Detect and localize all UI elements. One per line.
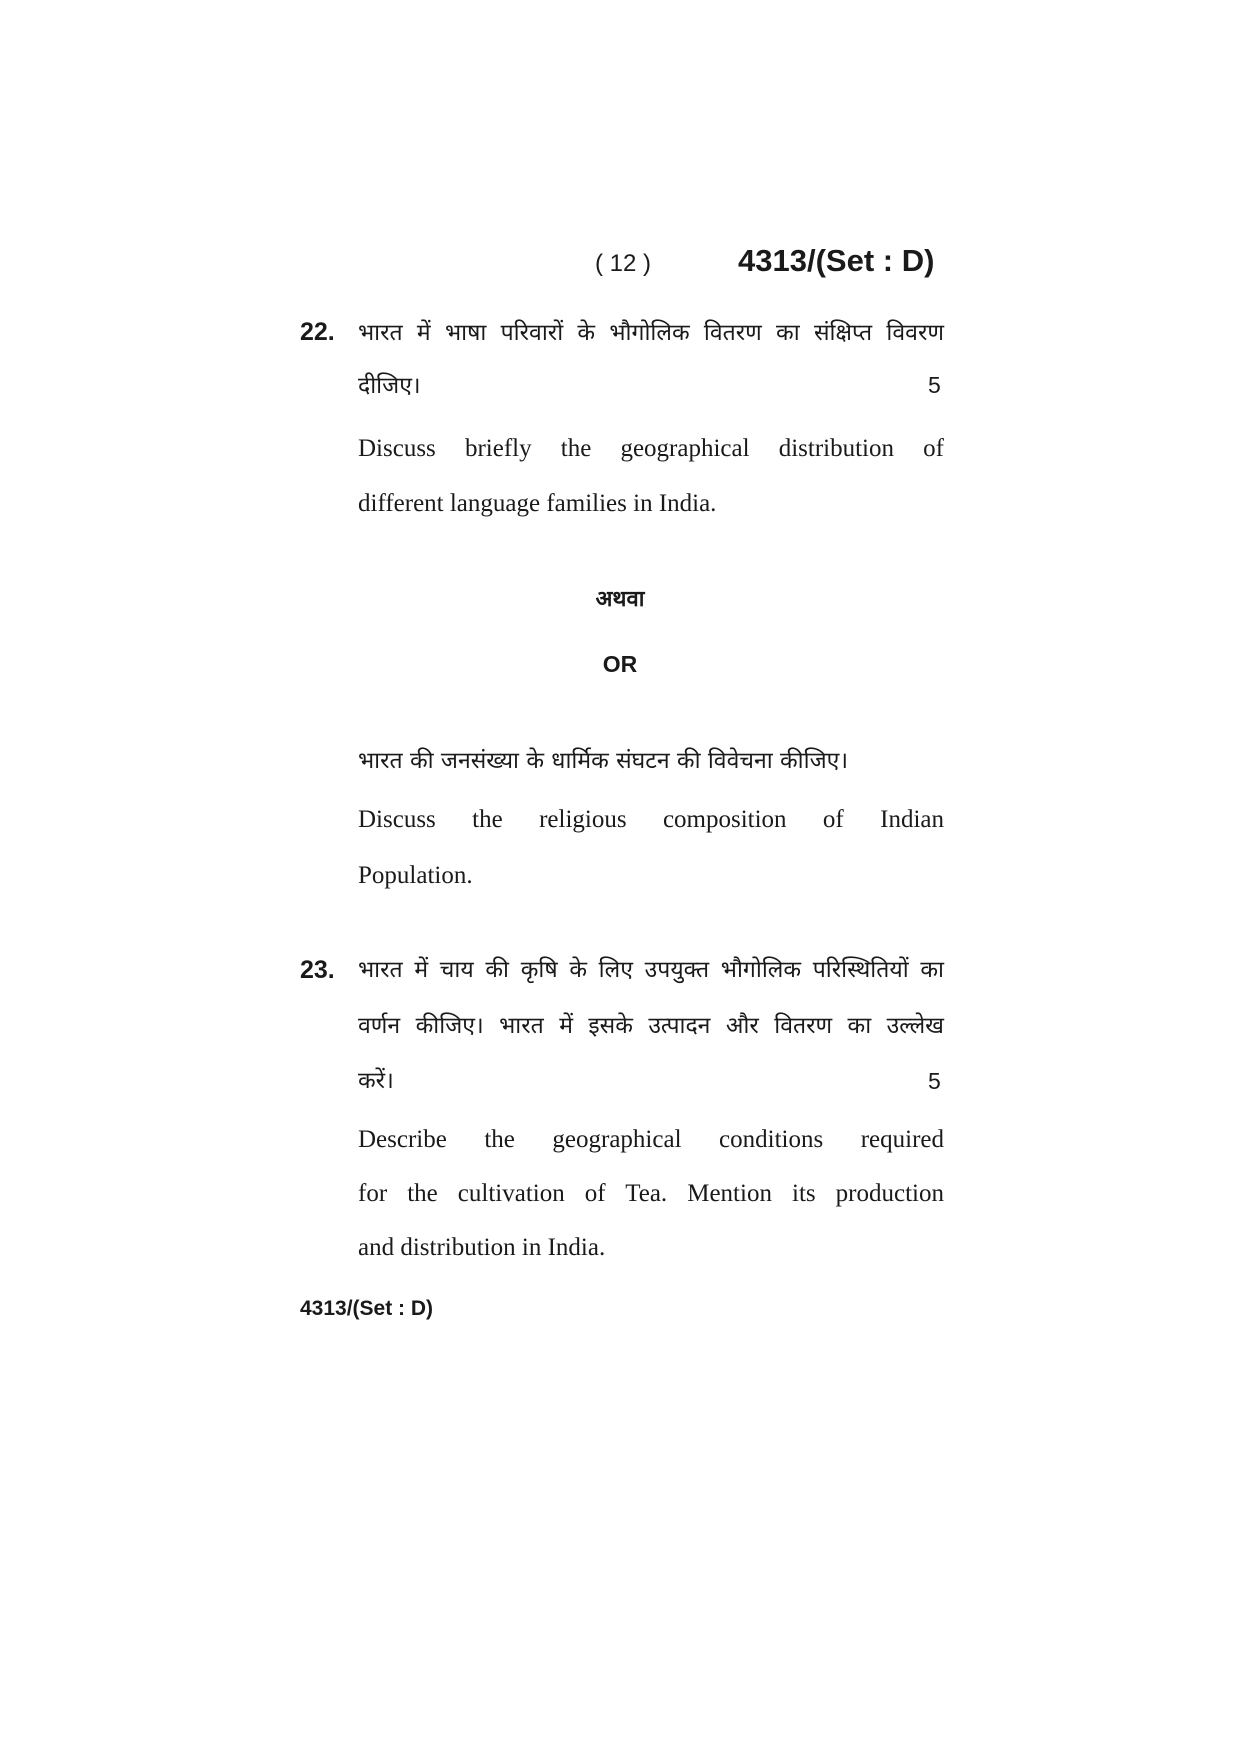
question-22-english-line-1: Discuss briefly the geographical distribution of	[358, 435, 944, 462]
question-22-number: 22.	[300, 318, 335, 346]
question-23-number: 23.	[300, 956, 335, 984]
question-23-hindi-line-1: भारत में चाय की कृषि के लिए उपयुक्त भौगोलिक परिस्थितियों का	[358, 957, 944, 983]
question-22-alt-hindi: भारत की जनसंख्या के धार्मिक संघटन की विवेचना कीजिए।	[358, 748, 849, 774]
or-english-label: OR	[602, 651, 638, 677]
page-number: ( 12 )	[595, 250, 652, 277]
question-23-english-line-1: Describe the geographical conditions required	[358, 1126, 944, 1153]
paper-code-footer: 4313/(Set : D)	[300, 1297, 434, 1320]
question-23-marks: 5	[928, 1068, 941, 1094]
question-22-english-line-2: different language families in India.	[358, 490, 717, 517]
question-23-english-line-3: and distribution in India.	[358, 1234, 606, 1261]
question-23-hindi-line-2: वर्णन कीजिए। भारत में इसके उत्पादन और वितरण का उल्लेख	[358, 1013, 944, 1039]
question-23-english-line-2: for the cultivation of Tea. Mention its production	[358, 1180, 944, 1207]
question-22-hindi-line-1: भारत में भाषा परिवारों के भौगोलिक वितरण का संक्षिप्त विवरण	[358, 320, 944, 346]
question-22-alt-english-line-1: Discuss the religious composition of Indian	[358, 806, 944, 833]
question-22-hindi-line-2: दीजिए।	[358, 373, 421, 399]
question-22-marks: 5	[928, 372, 941, 398]
question-23-hindi-line-3: करें।	[358, 1068, 394, 1094]
paper-code-header: 4313/(Set : D)	[738, 243, 935, 278]
question-22-alt-english-line-2: Population.	[358, 862, 473, 889]
or-hindi-label: अथवा	[595, 587, 645, 612]
